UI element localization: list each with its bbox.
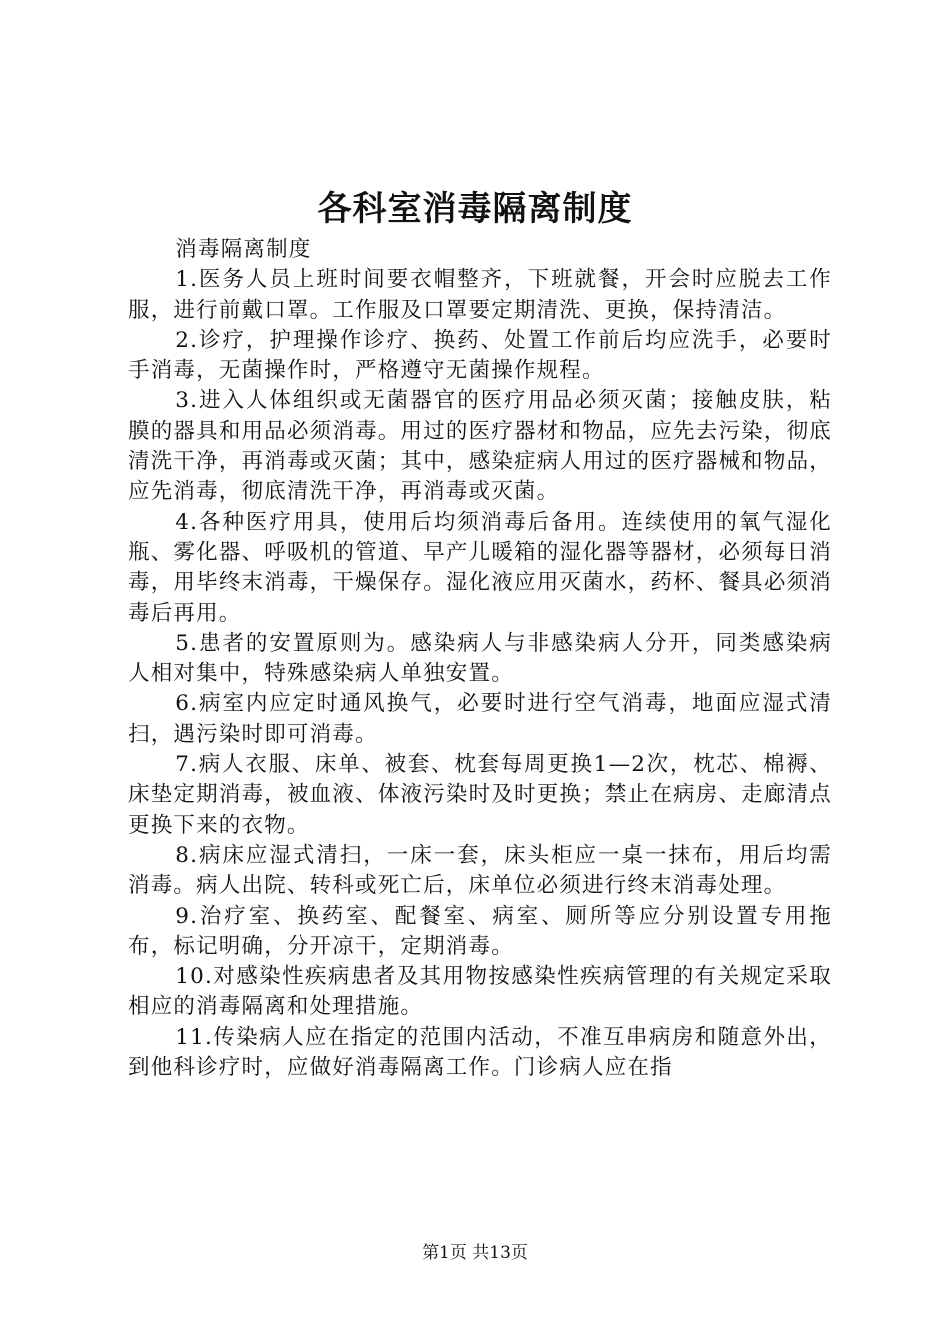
paragraph-8: 8.病床应湿式清扫，一床一套，床头柜应一桌一抹布，用后均需消毒。病人出院、转科或死亡后，床单位必须进行终末消毒处理。	[128, 842, 832, 899]
paragraph-10: 10.对感染性疾病患者及其用物按感染性疾病管理的有关规定采取相应的消毒隔离和处理措施。	[128, 964, 832, 1020]
paragraph-5: 5.患者的安置原则为。感染病人与非感染病人分开，同类感染病人相对集中，特殊感染病人单独安置。	[128, 630, 832, 687]
paragraph-4: 4.各种医疗用具，使用后均须消毒后备用。连续使用的氧气湿化瓶、雾化器、呼吸机的管道、早产儿暖箱的湿化器等器材，必须每日消毒，用毕终末消毒，干燥保存。湿化液应用灭菌水，药杯、餐具必须消毒后再用。	[128, 509, 832, 626]
section-heading: 消毒隔离制度	[175, 237, 312, 262]
paragraph-6: 6.病室内应定时通风换气，必要时进行空气消毒，地面应湿式清扫，遇污染时即可消毒。	[128, 691, 832, 747]
paragraph-9: 9.治疗室、换药室、配餐室、病室、厕所等应分别设置专用拖布，标记明确，分开凉干，定期消毒。	[128, 903, 832, 959]
page-number-footer: 第1页 共13页	[422, 1243, 528, 1263]
paragraph-2: 2.诊疗，护理操作诊疗、换药、处置工作前后均应洗手，必要时手消毒，无菌操作时，严格遵守无菌操作规程。	[128, 327, 832, 384]
document-title: 各科室消毒隔离制度	[317, 189, 633, 229]
paragraph-3: 3.进入人体组织或无菌器官的医疗用品必须灭菌；接触皮肤，粘膜的器具和用品必须消毒。用过的医疗器材和物品，应先去污染，彻底清洗干净，再消毒或灭菌；其中，感染症病人用过的医疗器械和物品，应先消毒，彻底清洗干净，再消毒或灭菌。	[128, 388, 832, 505]
document-body	[128, 235, 832, 1083]
paragraph-11: 11.传染病人应在指定的范围内活动，不准互串病房和随意外出，到他科诊疗时，应做好消毒隔离工作。门诊病人应在指	[128, 1024, 832, 1081]
paragraph-1: 1.医务人员上班时间要衣帽整齐，下班就餐，开会时应脱去工作服，进行前戴口罩。工作服及口罩要定期清洗、更换，保持清洁。	[128, 267, 832, 323]
paragraph-7: 7.病人衣服、床单、被套、枕套每周更换1—2次，枕芯、棉褥、床垫定期消毒，被血液、体液污染时及时更换；禁止在病房、走廊清点更换下来的衣物。	[128, 752, 832, 838]
